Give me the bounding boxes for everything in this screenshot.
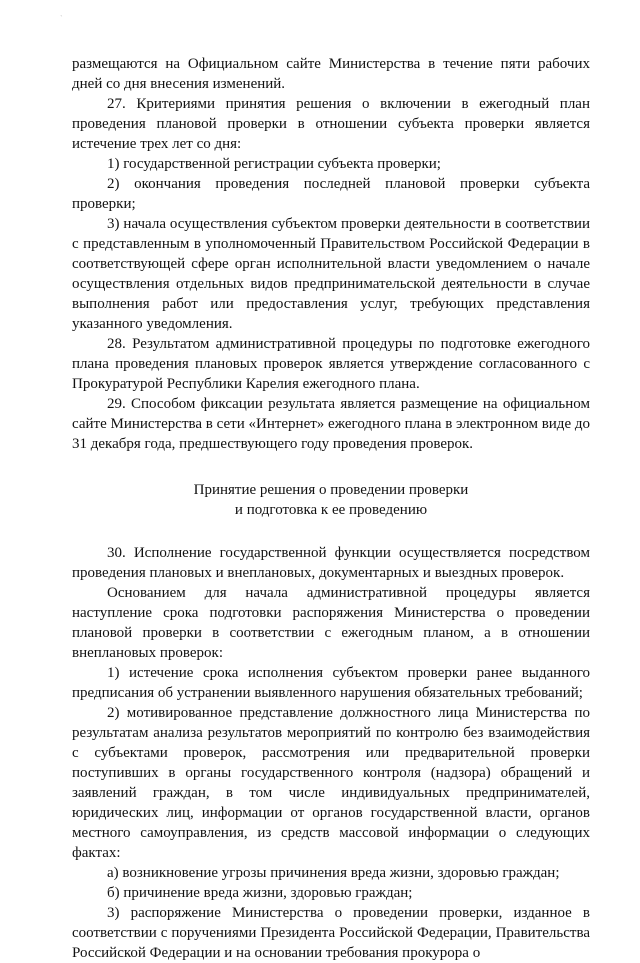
document-body: [72, 54, 590, 963]
paragraph-basis-item-2: 2) мотивированное представление должностного лица Министерства по результатам анализа результатов мероприятий по контролю без взаимодействия с субъектами проверок, рассмотрения или предварительной проверки поступивших в органы государственного контроля (надзора) обращений и заявлений граждан, в том числе индивидуальных предпринимателей, юридических лиц, информации от органов государственной власти, органов местного самоуправления, из средств массовой информации о следующих фактах:: [72, 705, 590, 861]
paragraph-29: 29. Способом фиксации результата является размещение на официальном сайте Министерства в сети «Интернет» ежегодного плана в электронном виде до 31 декабря года, предшествующего году проведения проверок.: [72, 396, 590, 452]
paragraph-basis-item-1: 1) истечение срока исполнения субъектом проверки ранее выданного предписания об устранении выявленного нарушения обязательных требований;: [72, 665, 590, 701]
section-heading: [72, 480, 590, 520]
section-heading-line-2: и подготовка к ее проведению: [234, 502, 428, 518]
paragraph-27-item-3: 3) начала осуществления субъектом проверки деятельности в соответствии с представленным в уполномоченный Правительством Российской Федерации в соответствующей сфере орган исполнительной власти уведомлением о начале осуществления отдельных видов предпринимательской деятельности в случае выполнения работ или предоставления услуг, требующих представления указанного уведомления.: [72, 216, 590, 332]
paragraph-basis-item-b: б) причинение вреда жизни, здоровью граждан;: [107, 885, 413, 901]
paragraph-27-item-2: 2) окончания проведения последней плановой проверки субъекта проверки;: [72, 176, 590, 212]
paragraph-27-item-1: 1) государственной регистрации субъекта проверки;: [107, 156, 441, 172]
paragraph-basis-item-a: а) возникновение угрозы причинения вреда жизни, здоровью граждан;: [107, 865, 560, 881]
paragraph-27: 27. Критериями принятия решения о включении в ежегодный план проведения плановой проверки в отношении субъекта проверки является истечение трех лет со дня:: [72, 96, 590, 152]
paragraph-28: 28. Результатом административной процедуры по подготовке ежегодного плана проведения плановых проверок является утверждение согласованного с Прокуратурой Республики Карелия ежегодного плана.: [72, 336, 590, 392]
paragraph-continuation: размещаются на Официальном сайте Министерства в течение пяти рабочих дней со дня внесения изменений.: [72, 56, 590, 92]
corner-mark: `: [60, 14, 63, 23]
paragraph-basis: Основанием для начала административной процедуры является наступление срока подготовки распоряжения Министерства о проведении плановой проверки в соответствии с ежегодным планом, а в отношении внеплановых проверок:: [72, 585, 590, 661]
section-heading-line-1: Принятие решения о проведении проверки: [193, 482, 469, 498]
paragraph-basis-item-3: 3) распоряжение Министерства о проведении проверки, изданное в соответствии с поручениями Президента Российской Федерации, Правительства Российской Федерации и на основании требования прокурора о: [72, 905, 590, 961]
paragraph-30: 30. Исполнение государственной функции осуществляется посредством проведения плановых и внеплановых, документарных и выездных проверок.: [72, 545, 590, 581]
